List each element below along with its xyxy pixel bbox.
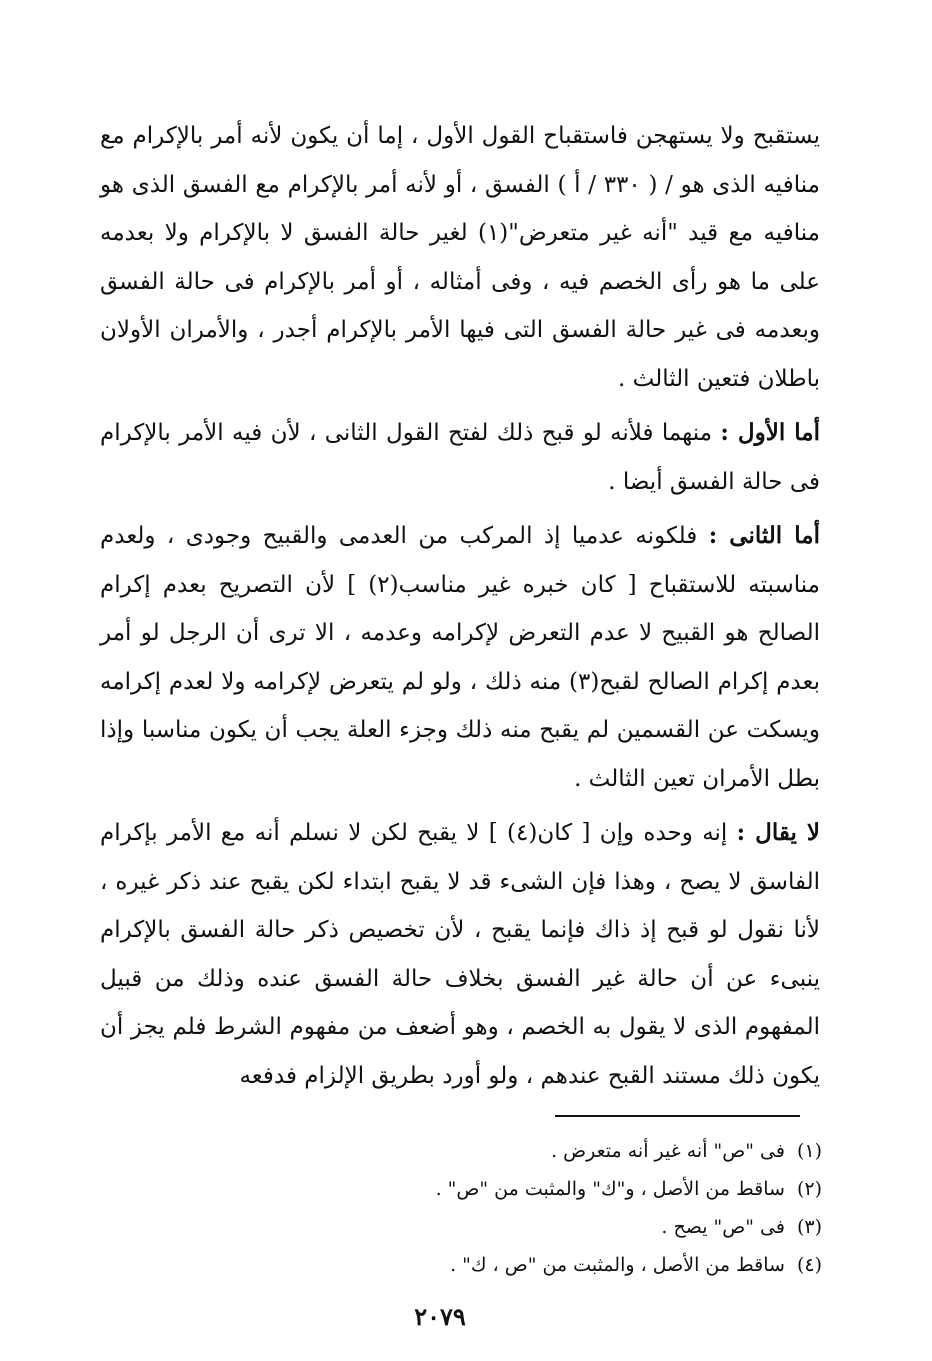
paragraph-4 [100,809,820,1100]
main-text [100,112,820,1106]
paragraph-1 [100,112,820,403]
page-number: ٢٠٧٩ [414,1302,466,1331]
paragraph-2 [100,409,820,506]
footnote-2-text: ساقط من الأصل ، و"ك" والمثبت من "ص" . [435,1178,785,1200]
footnote-3 [262,1208,822,1246]
paragraph-4-lead: لا يقال : [736,819,820,846]
footnote-4-text: ساقط من الأصل ، والمثبت من "ص ، ك" . [450,1254,785,1276]
footnote-1-number: (١) [796,1140,822,1162]
footnote-4-number: (٤) [796,1254,822,1276]
footnote-2 [262,1170,822,1208]
footnotes [262,1132,822,1284]
paragraph-4-text: إنه وحده وإن [ كان(٤) ] لا يقبح لكن لا نسلم أنه مع الأمر بإكرام الفاسق لا يصح ، وهذا فإن الشىء قد لا يقبح ابتداء لكن يقبح عند ذكر غيره ، لأنا نقول لو قبح إذ ذاك فإنما يقبح ، لأن تخصيص ذكر حالة الفسق بالإكرام ينبىء عن أن حالة غير الفسق بخلاف حالة الفسق عنده وذلك من قبيل المفهوم الذى لا يقول به الخصم ، وهو أضعف من مفهوم الشرط فلم يجز أن يكون ذلك مستند القبح عندهم ، ولو أورد بطريق الإلزام فدفعه [100,820,820,1089]
footnote-3-number: (٣) [796,1216,822,1238]
footnote-1-text: فى "ص" أنه غير أنه متعرض . [551,1140,785,1162]
paragraph-1-text: يستقبح ولا يستهجن فاستقباح القول الأول ، إما أن يكون لأنه أمر بالإكرام مع منافيه الذى هو / ( ٣٣٠ / أ ) الفسق ، أو لأنه أمر بالإكرام مع الفسق الذى هو منافيه مع قيد "أنه غير متعرض"(١) لغير حالة الفسق لا بالإكرام ولا بعدمه على ما هو رأى الخصم فيه ، وفى أمثاله ، أو أمر بالإكرام فى حالة الفسق وبعدمه فى غير حالة الفسق التى فيها الأمر بالإكرام أجدر ، والأمران الأولان باطلان فتعين الثالث . [100,123,821,392]
footnote-separator [555,1115,800,1117]
footnote-3-text: فى "ص" يصح . [661,1216,785,1238]
paragraph-2-text: منهما فلأنه لو قبح ذلك لفتح القول الثانى ، لأن فيه الأمر بالإكرام فى حالة الفسق أيضا . [100,420,820,495]
paragraph-3-lead: أما الثانى : [708,522,821,549]
paragraph-3-text: فلكونه عدميا إذ المركب من العدمى والقبيح وجودى ، ولعدم مناسبته للاستقباح [ كان خبره غير مناسب(٢) ] لأن التصريح بعدم إكرام الصالح هو القبيح لا عدم التعرض لإكرامه وعدمه ، الا ترى أن الرجل لو أمر بعدم إكرام الصالح لقبح(٣) منه ذلك ، ولو لم يتعرض لإكرامه ولا لعدم إكرامه ويسكت عن القسمين لم يقبح منه ذلك وجزء العلة يجب أن يكون مناسبا وإذا بطل الأمران تعين الثالث . [100,523,821,792]
paragraph-2-lead: أما الأول : [720,419,820,446]
footnote-1 [262,1132,822,1170]
footnote-4 [262,1246,822,1284]
paragraph-3 [100,512,820,803]
footnote-2-number: (٢) [796,1178,822,1200]
